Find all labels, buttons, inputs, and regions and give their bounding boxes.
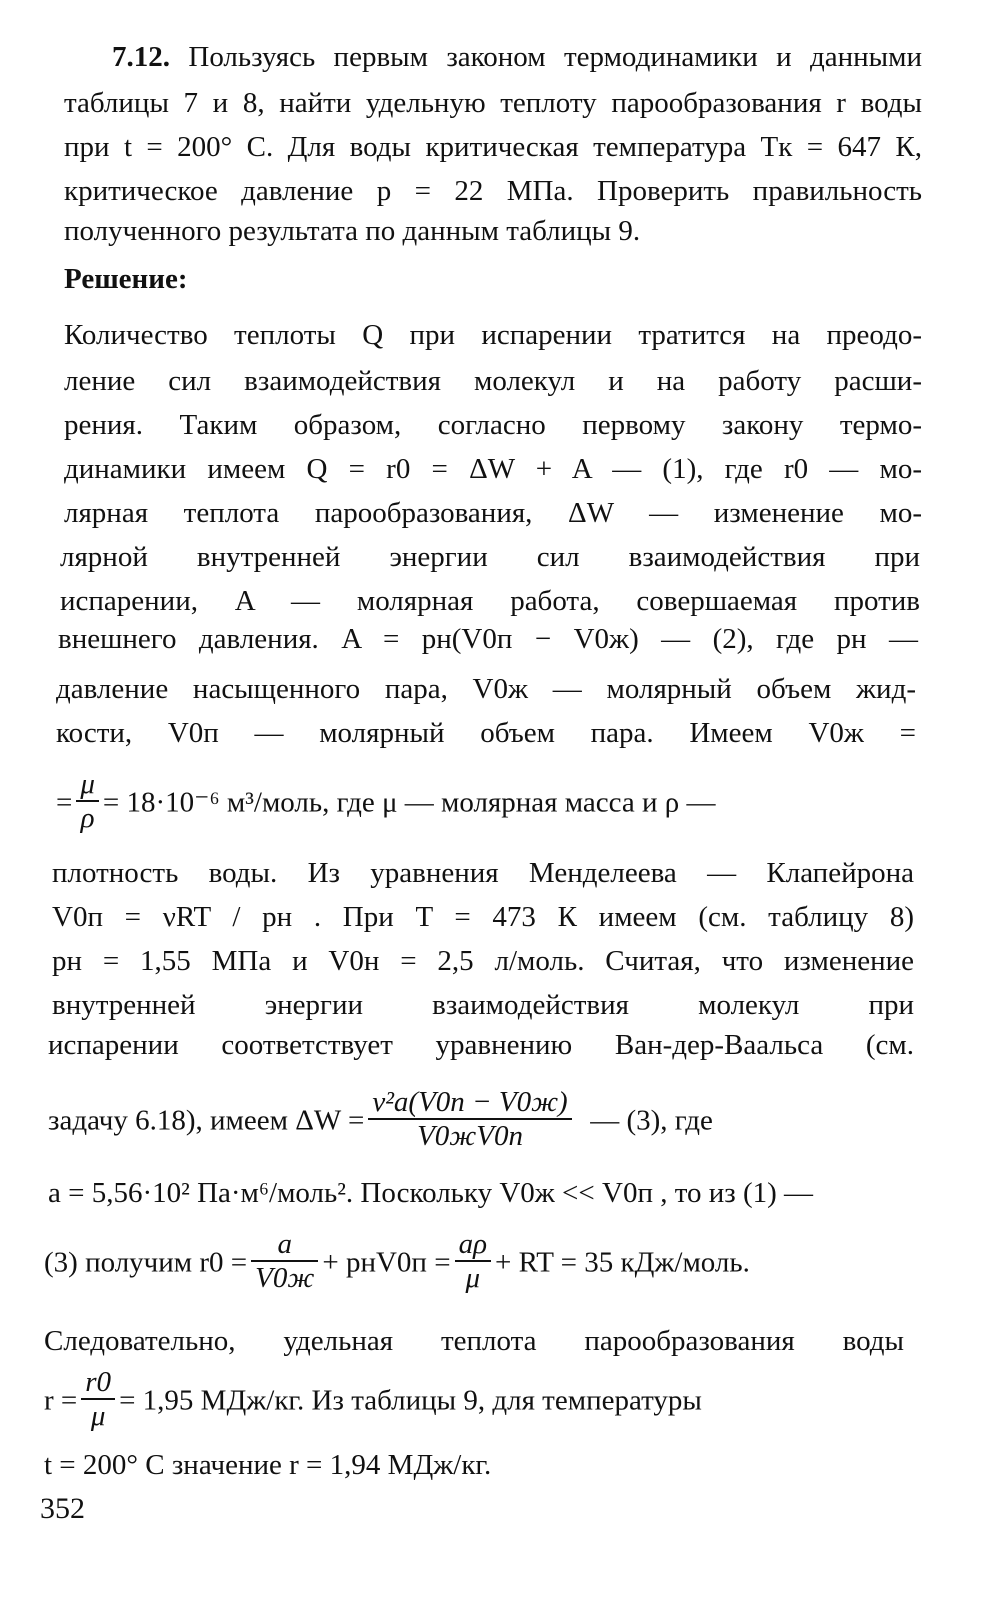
solution-line-spec: Следовательно, удельная теплота парообразования воды: [44, 1325, 904, 1357]
r0-middle: + pнV0п =: [322, 1246, 451, 1279]
solution-line-3: рения. Таким образом, согласно первому закону термо-: [64, 409, 922, 441]
fraction-arho-mu: [455, 1228, 491, 1294]
solution-line-dW: [48, 1086, 713, 1156]
problem-number: 7.12.: [112, 41, 170, 73]
fraction-numerator: μ: [76, 768, 99, 802]
solution-line-r: [44, 1366, 702, 1436]
r-prefix: r =: [44, 1384, 78, 1417]
solution-line-4: динамики имеем Q = r0 = ΔW + A — (1), где r0 — мо-: [64, 453, 922, 485]
fraction-numerator: aρ: [455, 1228, 491, 1262]
fraction-numerator: r0: [81, 1366, 115, 1400]
problem-line-4: критическое давление p = 22 МПа. Проверить правильность: [64, 175, 922, 207]
fraction-denominator: μ: [465, 1262, 481, 1294]
fraction-a-V0zh: [251, 1228, 318, 1294]
solution-line-14: внутренней энергии взаимодействия молекул при: [52, 989, 914, 1021]
solution-line-10: кости, V0п — молярный объем пара. Имеем V0ж =: [56, 717, 916, 749]
r-suffix: = 1,95 МДж/кг. Из таблицы 9, для температуры: [119, 1384, 702, 1417]
solution-line-9: давление насыщенного пара, V0ж — молярный объем жид-: [56, 673, 916, 705]
solution-line-5: лярная теплота парообразования, ΔW — изменение мо-: [64, 497, 922, 529]
problem-text-1: Пользуясь первым законом термодинамики и данными: [188, 41, 923, 73]
fraction-denominator: ρ: [80, 802, 95, 834]
solution-line-7: испарении, A — молярная работа, совершаемая против: [60, 585, 920, 617]
solution-line-mu-rho: = $\frac{\mu}{\rho}$ = 18·10⁻⁶ м³/моль, где μ — молярная масса и ρ —: [56, 768, 716, 834]
solution-line-final: t = 200° С значение r = 1,94 МДж/кг.: [44, 1449, 492, 1481]
fraction-r0-mu: [81, 1366, 115, 1432]
solution-line-15: испарении соответствует уравнению Ван-дер-Ваальса (см.: [48, 1029, 914, 1061]
fraction-mu-rho: [76, 768, 99, 834]
fraction-numerator: a: [251, 1228, 318, 1262]
solution-line-a: a = 5,56·10² Па·м⁶/моль². Поскольку V0ж << V0п , то из (1) —: [48, 1177, 814, 1209]
fraction-numerator: ν²a(V0п − V0ж): [368, 1086, 571, 1120]
solution-heading: Решение:: [64, 263, 188, 295]
fraction-denominator: V0ж: [255, 1262, 315, 1294]
r0-suffix: + RT = 35 кДж/моль.: [494, 1246, 750, 1279]
fraction-denominator: V0жV0п: [417, 1120, 523, 1152]
problem-line-2: таблицы 7 и 8, найти удельную теплоту парообразования r воды: [64, 87, 922, 119]
solution-line-13: pн = 1,55 МПа и V0н = 2,5 л/моль. Считая, что изменение: [52, 945, 914, 977]
r0-prefix: (3) получим r0 =: [44, 1246, 248, 1279]
solution-line-11: плотность воды. Из уравнения Менделеева — Клапейрона: [52, 857, 914, 889]
problem-line-1: [112, 40, 922, 74]
solution-line-r0: [44, 1228, 750, 1298]
solution-line-12: V0п = νRT / pн . При T = 473 К имеем (см. таблицу 8): [52, 901, 914, 933]
dW-suffix: — (3), где: [590, 1104, 713, 1137]
solution-line-2: ление сил взаимодействия молекул и на работу расши-: [64, 365, 922, 397]
dW-prefix: задачу 6.18), имеем ΔW =: [48, 1104, 365, 1137]
solution-line-6: лярной внутренней энергии сил взаимодействия при: [60, 541, 920, 573]
problem-line-3: при t = 200° С. Для воды критическая температура Tк = 647 К,: [64, 131, 922, 163]
fraction-denominator: μ: [90, 1400, 106, 1432]
page-number: 352: [40, 1492, 85, 1525]
solution-line-1: Количество теплоты Q при испарении тратится на преодо-: [64, 319, 922, 351]
fraction-dW: [368, 1086, 571, 1152]
problem-line-5: полученного результата по данным таблицы 9.: [64, 215, 641, 247]
mu-rho-text: = 18·10⁻⁶ м³/моль, где μ — молярная масса и ρ —: [102, 786, 716, 819]
solution-line-8: внешнего давления. A = pн(V0п − V0ж) — (2), где pн —: [58, 623, 918, 655]
